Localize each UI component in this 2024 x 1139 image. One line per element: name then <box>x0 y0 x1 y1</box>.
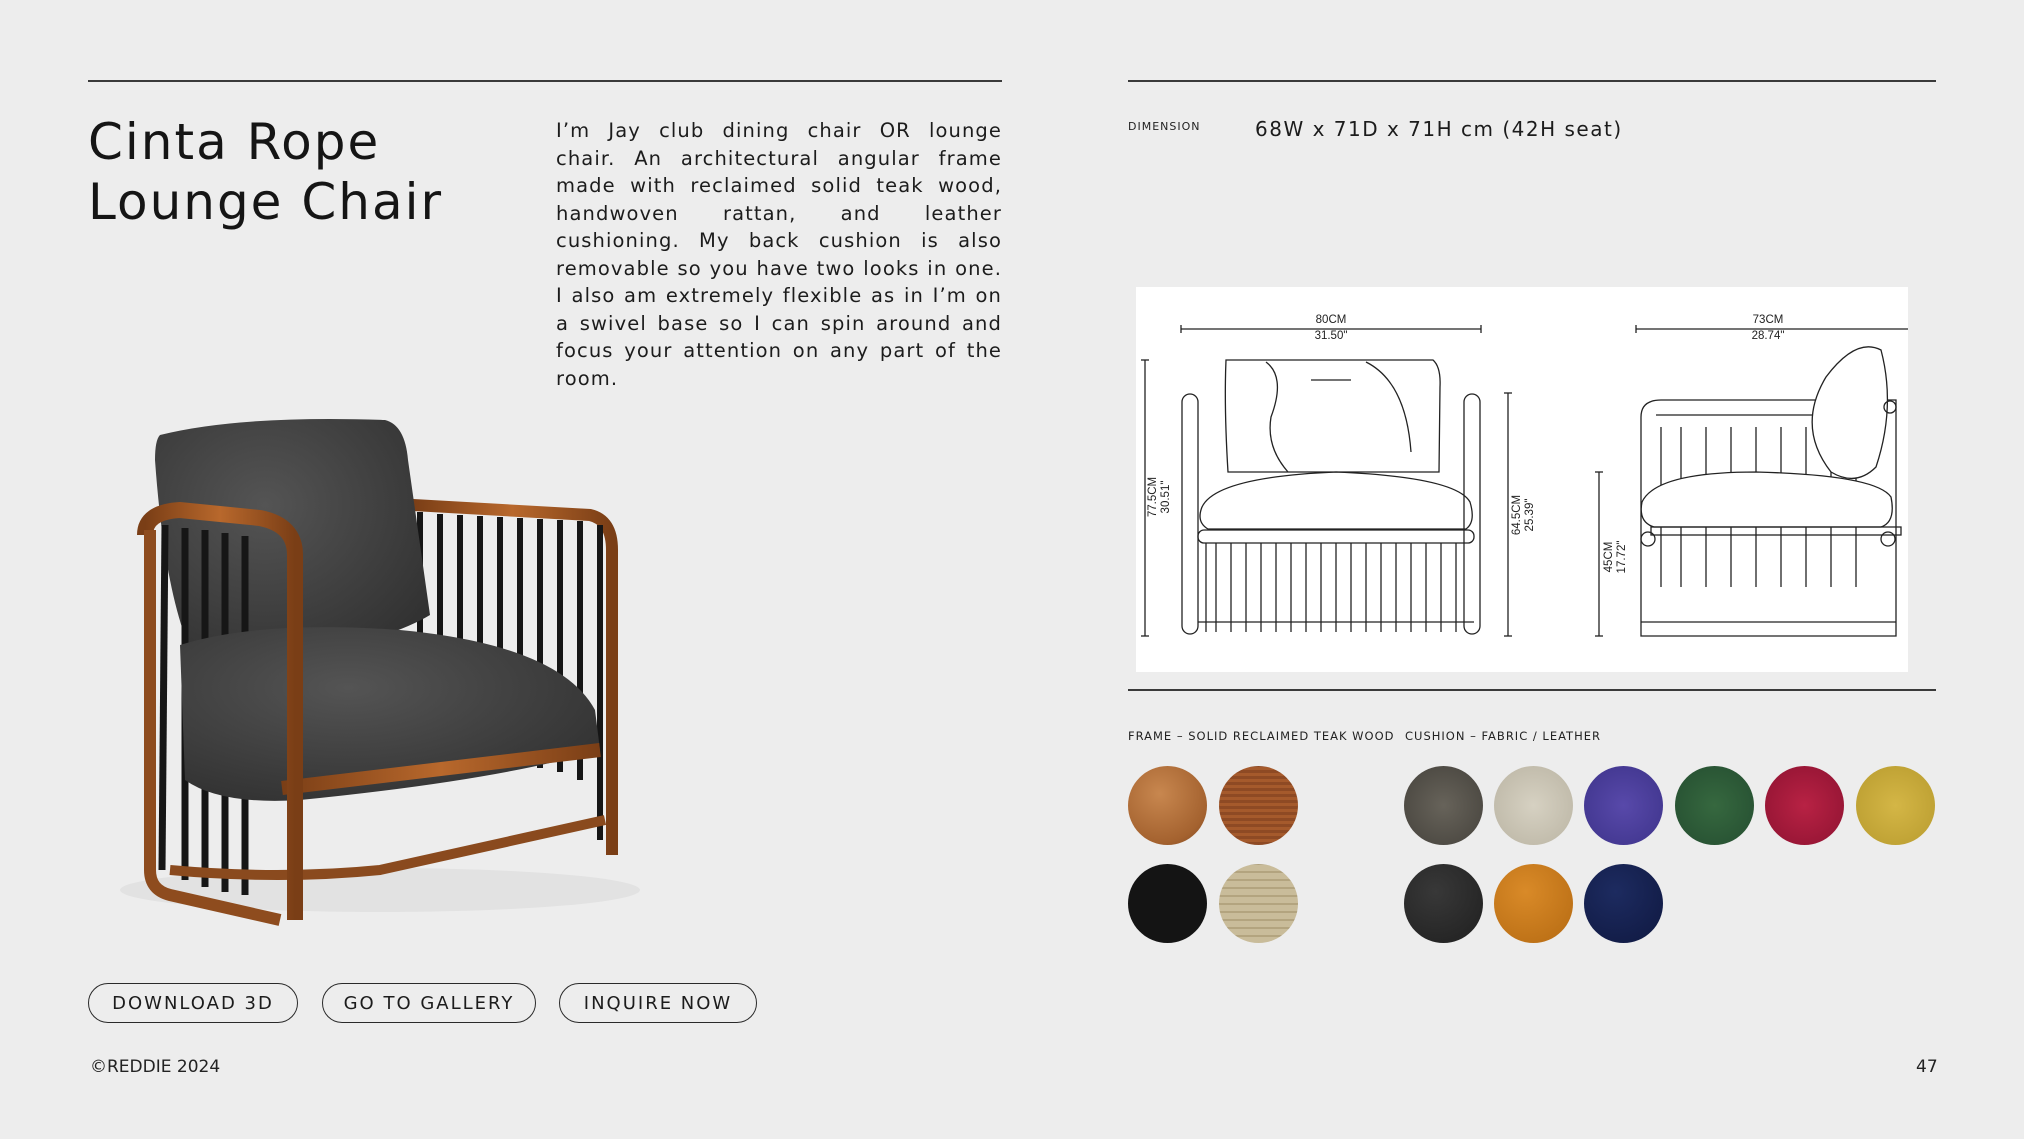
product-description: I’m Jay club dining chair OR lounge chair. An architectural angular frame made with reclaimed solid teak wood, handwoven rattan, and leather cushioning. My back cushion is also removable so you have two looks in one. I also am extremely flexible as in I’m on a swivel base so I can spin around and focus your attention on any part of the room. <box>556 119 1002 390</box>
technical-drawing <box>1136 287 1908 672</box>
side-depth-in: 28.74" <box>1751 330 1785 342</box>
cushion-swatch-oatmeal[interactable] <box>1494 766 1573 845</box>
front-width-cm: 80CM <box>1315 314 1347 326</box>
top-rule-right <box>1128 80 1936 82</box>
cushion-swatch-forest-green[interactable] <box>1675 766 1754 845</box>
title-line-2: Lounge Chair <box>88 173 444 231</box>
inquire-now-button[interactable]: INQUIRE NOW <box>559 983 757 1023</box>
front-height-cm: 77.5CM <box>1147 476 1159 518</box>
front-arm-in: 25.39" <box>1524 498 1536 532</box>
top-rule-left <box>88 80 1002 82</box>
cushion-swatch-indigo[interactable] <box>1584 766 1663 845</box>
dimension-label: DIMENSION <box>1128 120 1201 133</box>
front-arm-cm: 64.5CM <box>1511 494 1523 536</box>
chair-photo <box>0 400 760 940</box>
frame-material-label: FRAME – SOLID RECLAIMED TEAK WOOD <box>1128 729 1395 743</box>
page-number: 47 <box>1916 1057 1938 1077</box>
title-line-1: Cinta Rope <box>88 113 381 171</box>
copyright: ©REDDIE 2024 <box>90 1057 221 1077</box>
frame-swatch-black[interactable] <box>1128 864 1207 943</box>
cushion-swatch-charcoal-weave[interactable] <box>1404 766 1483 845</box>
frame-swatch-bleached[interactable] <box>1219 864 1298 943</box>
frame-swatch-dark-teak[interactable] <box>1219 766 1298 845</box>
side-depth-cm: 73CM <box>1752 314 1784 326</box>
drawing-lines <box>1136 287 1908 672</box>
front-height-in: 30.51" <box>1160 480 1172 514</box>
cushion-swatch-black-leather[interactable] <box>1404 864 1483 943</box>
cushion-swatch-tan-leather[interactable] <box>1494 864 1573 943</box>
materials-rule <box>1128 689 1936 691</box>
dimension-value: 68W x 71D x 71H cm (42H seat) <box>1255 117 1623 141</box>
side-seat-in: 17.72" <box>1616 540 1628 574</box>
download-3d-button[interactable]: DOWNLOAD 3D <box>88 983 298 1023</box>
go-to-gallery-button[interactable]: GO TO GALLERY <box>322 983 536 1023</box>
cushion-swatch-mustard[interactable] <box>1856 766 1935 845</box>
frame-swatch-natural-teak[interactable] <box>1128 766 1207 845</box>
cushion-material-label: CUSHION – FABRIC / LEATHER <box>1405 729 1601 743</box>
side-seat-cm: 45CM <box>1603 541 1615 573</box>
product-title <box>88 112 443 232</box>
cushion-swatch-crimson[interactable] <box>1765 766 1844 845</box>
cushion-swatch-navy[interactable] <box>1584 864 1663 943</box>
front-width-in: 31.50" <box>1314 330 1348 342</box>
